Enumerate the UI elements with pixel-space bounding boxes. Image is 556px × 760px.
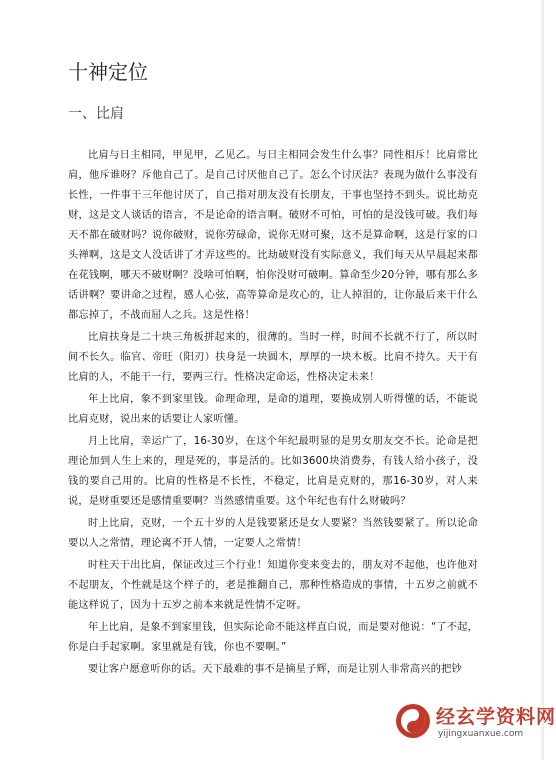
- document-content: [68, 58, 478, 682]
- section-heading: 一、比肩: [68, 106, 124, 122]
- site-logo-icon: [394, 702, 432, 740]
- paragraph: 比肩与日主相同，甲见甲，乙见乙。与日主相同会发生什么事？同性相斥！比肩常比肩，他斥谁呀？斥他自己了。是自己讨厌他自己了。怎么个讨厌法？表现为做什么事没有长性，一件事干三年他讨厌了，自己指对朋友没有长朋友，干事也坚持不到头。说比劫克财，这是文人谈话的语言，不是论命的语言啊。破财不可怕，可怕的是没钱可破。我们每天不都在破财吗？说你破财，说你劳碌命，说你无财可聚，这不是算命啊，这是行家的口头禅啊，这是文人没话讲了才弄这些的。比劫破财没有实际意义，我们每天从早晨起来都在花钱啊，哪天不破财啊？没啥可怕啊，怕你没财可破啊。算命至少20分钟，哪有那么多话讲啊？要讲命之过程，感人心弦，高等算命是攻心的，让人掉泪的，让你最后来干什么都忘掉了，不战而屈人之兵。这是性格！: [68, 150, 478, 321]
- paragraph: 月上比肩，幸运广了，16-30岁，在这个年纪最明显的是男女朋友交不长。论命是把理论加到人生上来的，理是死的，事是活的。比如3600块消费券，有钱人给小孩子，没钱的要自己用的。比肩的性格是不长性，不稳定，比肩是克财的，那16-30岁，对人来说，是财重要还是感情重要啊？当然感情重要。这个年纪也有什么财破吗？: [68, 436, 478, 507]
- watermark-site-url: yijingxuanxue.com: [438, 729, 524, 739]
- paragraph: 时柱天干出比肩，保证改过三个行业！知道你变来变去的，朋友对不起他，也许他对不起朋友，个性就是这个样子的，老是推翻自己，那种性格造成的事情，十五岁之前就不能这样说了，因为十五岁之前本来就是性情不定呀。: [68, 560, 478, 611]
- paragraph: 时上比肩，克财，一个五十岁的人是钱要紧还是女人要紧？当然钱要紧了。所以论命要以人之常情，理论离不开人情，一定要人之常情！: [68, 518, 478, 549]
- page-edge-shadow: [540, 0, 544, 760]
- paragraph: 年上比肩，是象不到家里钱，但实际论命不能这样直白说，而是要对他说：“了不起，你是白手起家啊。家里就是有钱，你也不要啊。”: [68, 622, 478, 653]
- paragraph: 要让客户愿意听你的话。天下最难的事不是摘星子辉，而是让别人非常高兴的把钞: [88, 664, 462, 675]
- paragraph: 比肩扶身是二十块三角板拼起来的，很薄的。当时一样，时间不长就不行了，所以时间不长久。临官、帝旺（阳刃）扶身是一块圆木，厚厚的一块木板。比肩不持久。天干有比肩的人，不能干一行，要两三行。性格决定命运，性格决定未来！: [68, 332, 478, 383]
- page-title: 十神定位: [68, 60, 148, 84]
- paragraph: 年上比肩，象不到家里钱。命理命理，是命的道理，要换成别人听得懂的话，不能说比肩克财，说出来的话要让人家听懂。: [68, 394, 478, 425]
- watermark-site-name: 经玄学资料网: [436, 706, 556, 728]
- site-watermark: [394, 700, 556, 748]
